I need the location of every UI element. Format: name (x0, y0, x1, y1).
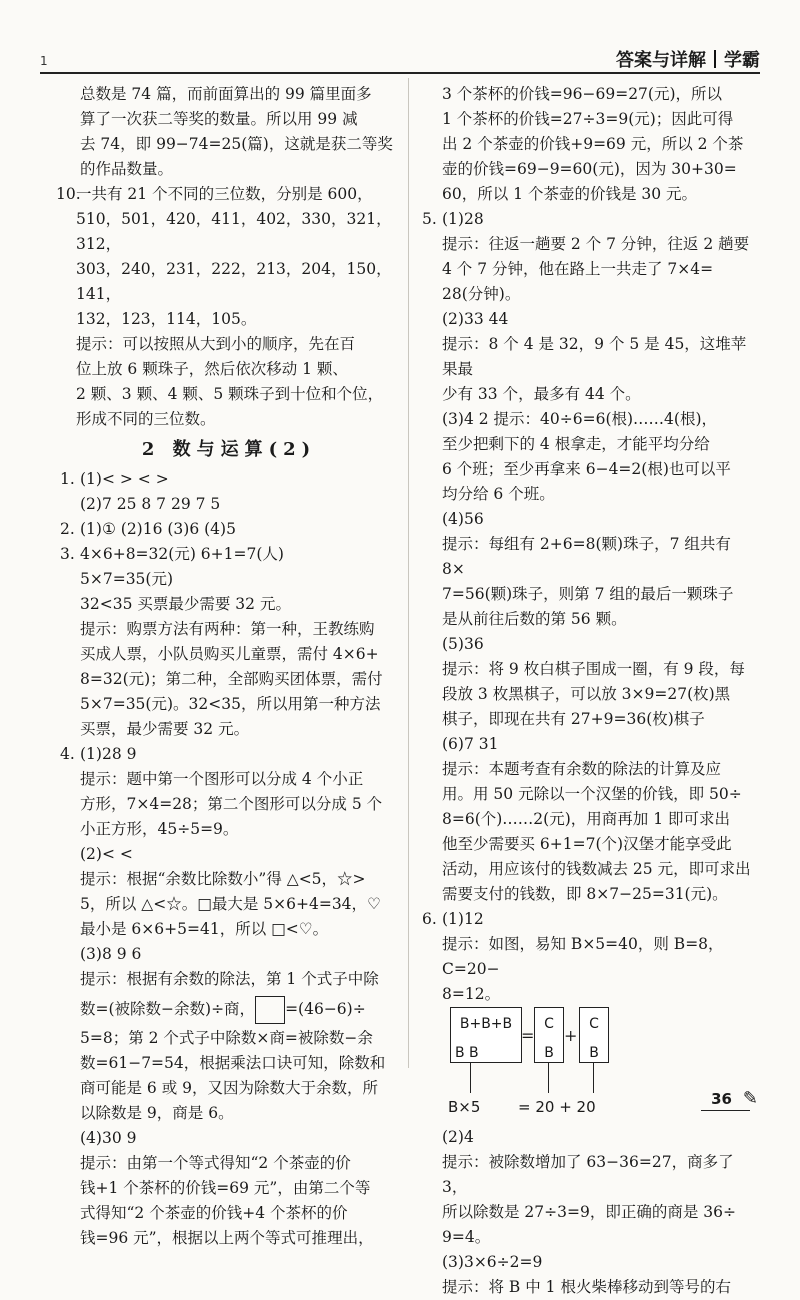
diagram-arrow (470, 1063, 471, 1093)
hint-line: 提示：每组有 2+6=8(颗)珠子，7 组共有 8× (442, 535, 731, 578)
brand-logo: 学霸 (724, 50, 760, 71)
diagram-text: B (589, 1045, 599, 1061)
text-line: 一共有 21 个不同的三位数，分别是 600， (76, 185, 373, 203)
hint-line: 钱+1 个茶杯的价钱=69 元”，由第二个等 (80, 1179, 371, 1197)
hint-line: 提示：可以按照从大到小的顺序，先在百 (76, 335, 356, 353)
hint-line: 需要支付的钱数，即 8×7−25=31(元)。 (442, 885, 728, 903)
page-footer (711, 1088, 758, 1109)
diagram-box-left (450, 1007, 522, 1063)
hint-line: 数=61−7=54，根据乘法口诀可知，除数和 (80, 1054, 386, 1072)
text-line: (4)30 9 (80, 1129, 137, 1147)
hint-line: 他至少需要买 6+1=7(个)汉堡才能享受此 (442, 835, 732, 853)
question-number: 10. (56, 185, 81, 203)
text-line: 132，123，114，105。 (76, 310, 257, 328)
diagram-plus: + (564, 1026, 578, 1045)
header-title: 答案与详解 (616, 50, 706, 71)
hint-line: 提示：被除数增加了 63−36=27，商多了 3， (442, 1153, 734, 1196)
question-6 (422, 907, 754, 1300)
hint-line: 提示：本题考查有余数的除法的计算及应 (442, 760, 722, 778)
text-line: (2)33 44 (442, 310, 509, 328)
hint-line: 棋子，即现在共有 27+9=36(枚)棋子 (442, 710, 705, 728)
question-number: 1. (60, 470, 75, 488)
header-right (616, 46, 760, 72)
hint-line: 钱=96 元”，根据以上两个等式可推理出， (80, 1229, 374, 1247)
hint-line: 活动，用应该付的钱数减去 25 元，即可求出 (442, 860, 751, 878)
question-4 (60, 742, 398, 1251)
text-line: (3)4 2 提示：40÷6=6(根)……4(根)， (442, 410, 718, 428)
text-line: (2)4 (442, 1128, 474, 1146)
text-line: (1)① (2)16 (3)6 (4)5 (80, 520, 236, 538)
text-line: 5×7=35(元) (80, 570, 174, 588)
text-line: (6)7 31 (442, 735, 499, 753)
header-rule (40, 72, 760, 74)
hint-line: 最小是 6×6+5=41，所以 □<♡。 (80, 920, 329, 938)
text-line: (1)12 (442, 910, 484, 928)
section-title: 2 数与运算(2) (141, 439, 317, 460)
hint-line: 买成人票，小队员购买儿童票，需付 4×6+ (80, 645, 379, 663)
text-line: 壶的价钱=69−9=60(元)，因为 30+30= (442, 160, 737, 178)
diagram-text: C (544, 1016, 554, 1032)
hint-line: 8=6(个)……2(元)，用商再加 1 即可求出 (442, 810, 730, 828)
intro-paragraph (60, 82, 398, 182)
hint-line: 4 个 7 分钟，他在路上一共走了 7×4= (442, 260, 714, 278)
column-divider (408, 78, 409, 1068)
diagram-text: C (589, 1016, 599, 1032)
hint-line: 提示：如图，易知 B×5=40，则 B=8，C=20− (442, 935, 724, 978)
diagram-box-middle (534, 1007, 564, 1063)
diagram-arrow (548, 1063, 549, 1093)
question-1 (60, 467, 398, 517)
hint-line: 是从前往后数的第 56 颗。 (442, 610, 627, 628)
question-number: 4. (60, 745, 75, 763)
question-number: 6. (422, 910, 437, 928)
diagram-label: = 20 + 20 (518, 1098, 596, 1116)
hint-part: 数=(被除数−余数)÷商， (80, 1000, 256, 1018)
question-2 (60, 517, 398, 542)
hint-line: 式得知“2 个茶壶的价钱+4 个茶杯的价 (80, 1204, 348, 1222)
question-5 (422, 207, 754, 907)
hint-line: 5，所以 △<☆。□最大是 5×6+4=34，♡ (80, 895, 381, 913)
hint-part: =(46−6)÷ (285, 1000, 366, 1018)
continued-paragraph (422, 82, 754, 207)
hint-line: 提示：根据有余数的除法，第 1 个式子中除 (80, 970, 379, 988)
hint-line: 7=56(颗)珠子，则第 7 组的最后一颗珠子 (442, 585, 734, 603)
text-line: (3)3×6÷2=9 (442, 1253, 543, 1271)
text-line: 总数是 74 篇，而前面算出的 99 篇里面多 (80, 85, 372, 103)
diagram-text: B (544, 1045, 554, 1061)
text-line: (1)28 (442, 210, 484, 228)
page-number: 36 (711, 1090, 732, 1108)
hint-line: 商可能是 6 或 9，又因为除数大于余数，所 (80, 1079, 379, 1097)
text-line: 算了一次获二等奖的数量。所以用 99 减 (80, 110, 358, 128)
text-line: 303，240，231，222，213，204，150，141， (76, 260, 392, 303)
text-line: 出 2 个茶壶的价钱+9=69 元，所以 2 个茶 (442, 135, 744, 153)
hint-line: 2 颗、3 颗、4 颗、5 颗珠子到十位和个位， (76, 385, 384, 403)
hint-line: 提示：将 9 枚白棋子围成一圈，有 9 段，每 (442, 660, 745, 678)
question-number: 2. (60, 520, 75, 538)
blank-box (255, 996, 285, 1024)
text-line: (2)< < (80, 845, 133, 863)
hint-line: 提示：由第一个等式得知“2 个茶壶的价 (80, 1154, 351, 1172)
hint-line: 至少把剩下的 4 根拿走，才能平均分给 (442, 435, 710, 453)
hint-line-with-box (80, 992, 385, 1026)
diagram-equals: = (521, 1026, 535, 1045)
hint-line: 方形，7×4=28；第二个图形可以分成 5 个 (80, 795, 383, 813)
bar-diagram (442, 1007, 754, 1125)
text-line: (2)7 25 8 7 29 7 5 (80, 495, 221, 513)
text-line: (5)36 (442, 635, 484, 653)
footer-rule (701, 1110, 750, 1111)
text-line: (1)< > < > (80, 470, 169, 488)
hint-line: 9=4。 (442, 1228, 491, 1246)
text-line: 3 个茶杯的价钱=96−69=27(元)，所以 (442, 85, 723, 103)
text-line: 510，501，420，411，402，330，321，312， (76, 210, 392, 253)
hint-line: 6 个班；至少再拿来 6−4=2(根)也可以平 (442, 460, 731, 478)
text-line: (4)56 (442, 510, 484, 528)
text-line: 的作品数量。 (80, 160, 174, 178)
left-column (56, 82, 398, 1251)
right-column (422, 82, 754, 1300)
hint-line: 形成不同的三位数。 (76, 410, 216, 428)
diagram-label: B×5 (448, 1098, 481, 1116)
page-header (40, 40, 760, 72)
hint-line: 所以除数是 27÷3=9，即正确的商是 36÷ (442, 1203, 736, 1221)
hint-line: 提示：8 个 4 是 32，9 个 5 是 45，这堆苹果最 (442, 335, 747, 378)
text-line: 4×6+8=32(元) 6+1=7(人) (80, 545, 284, 563)
hint-line: 小正方形，45÷5=9。 (80, 820, 239, 838)
diagram-text: B B (455, 1045, 479, 1061)
question-3 (60, 542, 398, 742)
question-10 (56, 182, 398, 432)
diagram-box-right (579, 1007, 609, 1063)
hint-line: 提示：购票方法有两种：第一种，王教练购 (80, 620, 375, 638)
hint-line: 均分给 6 个班。 (442, 485, 555, 503)
hint-line: 5×7=35(元)。32<35，所以用第一种方法 (80, 695, 381, 713)
question-number: 3. (60, 545, 75, 563)
hint-line: 以除数是 9，商是 6。 (80, 1104, 234, 1122)
hint-line: 提示：根据“余数比除数小”得 △<5，☆> (80, 870, 366, 888)
text-line: 32<35 买票最少需要 32 元。 (80, 595, 291, 613)
pen-icon: ✎ (742, 1088, 758, 1109)
hint-line: 8=32(元)；第二种，全部购买团体票，需付 (80, 670, 383, 688)
text-line: 1 个茶杯的价钱=27÷3=9(元)；因此可得 (442, 110, 734, 128)
hint-line: 提示：将 B 中 1 根火柴棒移动到等号的右 (442, 1278, 731, 1296)
hint-line: 少有 33 个，最多有 44 个。 (442, 385, 641, 403)
header-mark: 1 (40, 54, 48, 68)
hint-line: 买票，最少需要 32 元。 (80, 720, 250, 738)
diagram-text: B+B+B (459, 1016, 513, 1032)
question-number: 5. (422, 210, 437, 228)
hint-line: 段放 3 枚黑棋子，可以放 3×9=27(枚)黑 (442, 685, 731, 703)
diagram-arrow (593, 1063, 594, 1093)
text-line: 去 74，即 99−74=25(篇)，这就是获二等奖 (80, 135, 393, 153)
header-separator (714, 50, 716, 68)
text-line: (1)28 9 (80, 745, 137, 763)
hint-line: 28(分钟)。 (442, 285, 521, 303)
text-line: 60，所以 1 个茶壶的价钱是 30 元。 (442, 185, 698, 203)
hint-line: 位上放 6 颗珠子，然后依次移动 1 颗、 (76, 360, 348, 378)
hint-line: 8=12。 (442, 985, 501, 1003)
text-line: (3)8 9 6 (80, 945, 142, 963)
answer-text (76, 182, 398, 432)
hint-line: 用。用 50 元除以一个汉堡的价钱，即 50÷ (442, 785, 742, 803)
hint-line: 5=8；第 2 个式子中除数×商=被除数−余 (80, 1029, 373, 1047)
hint-line: 提示：题中第一个图形可以分成 4 个小正 (80, 770, 364, 788)
hint-line: 提示：往返一趟要 2 个 7 分钟，往返 2 趟要 (442, 235, 750, 253)
